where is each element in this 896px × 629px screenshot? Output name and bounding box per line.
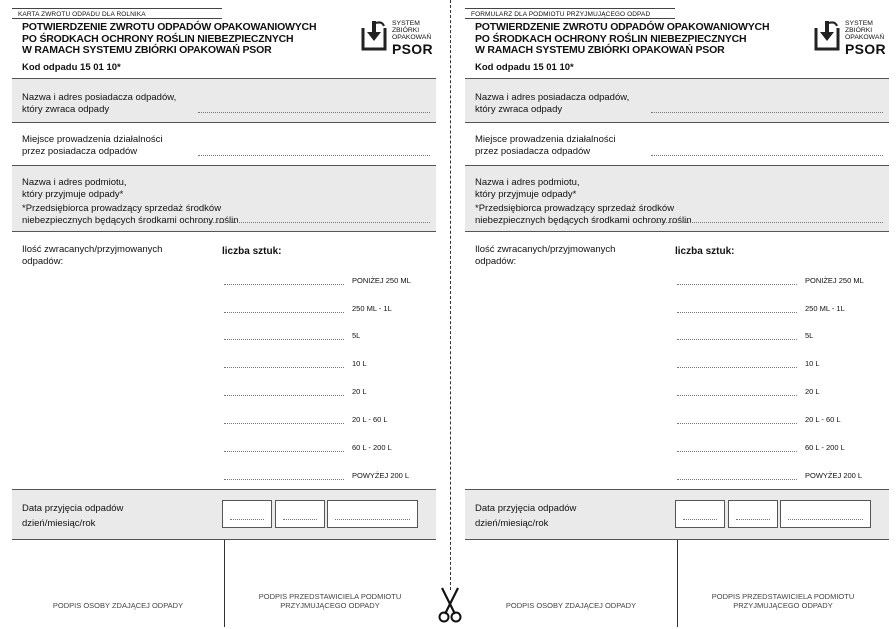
receiver-input[interactable]: [651, 222, 883, 223]
waste-code: Kod odpadu 15 01 10*: [475, 62, 574, 73]
year-field[interactable]: [780, 500, 871, 528]
holder-label: [22, 92, 176, 116]
quantity-label: [475, 244, 615, 268]
size-label: 250 ML - 1L: [352, 304, 392, 313]
date-row: [12, 489, 436, 540]
form-tag: FORMULARZ DLA PODMIOTU PRZYJMUJĄCEGO ODPAD: [465, 8, 675, 19]
quantity-field[interactable]: [224, 423, 344, 424]
quantity-title: liczba sztuk:: [222, 246, 282, 257]
quantity-field[interactable]: [677, 395, 797, 396]
size-label: POWYŻEJ 200 L: [352, 471, 410, 480]
text-line: PO ŚRODKACH OCHRONY ROŚLIN NIEBEZPIECZNYCH: [475, 32, 747, 45]
text-line: który przyjmuje odpady*: [22, 189, 124, 200]
receiver-note: [475, 203, 692, 227]
text-line: Miejsce prowadzenia działalności: [22, 134, 163, 145]
quantity-field[interactable]: [677, 339, 797, 340]
quantity-field[interactable]: [224, 367, 344, 368]
psor-logo: [360, 20, 440, 56]
text-line: Miejsce prowadzenia działalności: [475, 134, 616, 145]
text-line: *Przedsiębiorca prowadzący sprzedaż środków: [475, 203, 675, 214]
text-line: POTWIERDZENIE ZWROTU ODPADÓW OPAKOWANIOWYCH: [475, 21, 770, 33]
cut-line: [450, 0, 451, 590]
place-row: [12, 122, 436, 165]
size-label: PONIŻEJ 250 ML: [352, 276, 411, 285]
text-line: W RAMACH SYSTEMU ZBIÓRKI OPAKOWAŃ PSOR: [22, 44, 272, 56]
scissors-icon: [437, 586, 463, 629]
form-title: [475, 22, 775, 57]
receiver-row: [465, 165, 889, 231]
size-label: 5L: [352, 331, 361, 340]
size-label: 20 L: [352, 387, 367, 396]
quantity-field[interactable]: [224, 312, 344, 313]
text-line: POTWIERDZENIE ZWROTU ODPADÓW OPAKOWANIOWYCH: [22, 21, 317, 33]
text-line: odpadów:: [22, 256, 64, 267]
recycle-box-icon: [360, 20, 388, 52]
text-line: Nazwa i adres posiadacza odpadów,: [22, 92, 177, 103]
text-line: SYSTEM: [845, 20, 873, 27]
text-line: który zwraca odpady: [475, 104, 563, 115]
size-label: 60 L - 200 L: [805, 443, 845, 452]
date-row: [465, 489, 889, 540]
quantity-field[interactable]: [677, 479, 797, 480]
quantity-row: [465, 231, 889, 489]
text-line: Ilość zwracanych/przyjmowanych: [475, 244, 616, 255]
size-label: 250 ML - 1L: [805, 304, 845, 313]
text-line: Ilość zwracanych/przyjmowanych: [22, 244, 163, 255]
quantity-field[interactable]: [677, 284, 797, 285]
size-label: 60 L - 200 L: [352, 443, 392, 452]
quantity-title: liczba sztuk:: [675, 246, 735, 257]
size-label: 20 L - 60 L: [352, 415, 388, 424]
signature-receiver: [224, 592, 436, 610]
date-note: dzień/miesiąc/rok: [22, 518, 96, 529]
signature-divider: [677, 540, 678, 627]
text-line: PRZYJMUJĄCEGO ODPADY: [733, 601, 833, 610]
receiver-note: [22, 203, 239, 227]
text-line: PODPIS PRZEDSTAWICIELA PODMIOTU: [258, 592, 402, 601]
day-field[interactable]: [222, 500, 272, 528]
logo-brand: PSOR: [845, 41, 886, 57]
holder-row: [12, 78, 436, 122]
day-field[interactable]: [675, 500, 725, 528]
month-field[interactable]: [728, 500, 778, 528]
text-line: OPAKOWAŃ: [392, 34, 432, 41]
text-line: przez posiadacza odpadów: [22, 146, 138, 157]
text-line: który przyjmuje odpady*: [475, 189, 577, 200]
waste-code: Kod odpadu 15 01 10*: [22, 62, 121, 73]
year-field[interactable]: [327, 500, 418, 528]
text-line: PODPIS PRZEDSTAWICIELA PODMIOTU: [711, 592, 855, 601]
place-row: [465, 122, 889, 165]
quantity-field[interactable]: [224, 479, 344, 480]
signature-divider: [224, 540, 225, 627]
text-line: PRZYJMUJĄCEGO ODPADY: [280, 601, 380, 610]
logo-brand: PSOR: [392, 41, 433, 57]
quantity-row: [12, 231, 436, 489]
quantity-field[interactable]: [224, 395, 344, 396]
size-label: 10 L: [805, 359, 820, 368]
logo-text: [845, 20, 884, 41]
holder-input[interactable]: [198, 112, 430, 113]
receiver-row: [12, 165, 436, 231]
quantity-field[interactable]: [677, 451, 797, 452]
quantity-label: [22, 244, 162, 268]
signature-receiver: [677, 592, 889, 610]
signature-giver: PODPIS OSOBY ZDAJĄCEJ ODPADY: [52, 601, 184, 610]
size-label: PONIŻEJ 250 ML: [805, 276, 864, 285]
date-label: Data przyjęcia odpadów: [475, 503, 577, 514]
text-line: niebezpiecznych będących środkami ochrony roślin: [475, 215, 692, 226]
form-title: [22, 22, 322, 57]
date-label: Data przyjęcia odpadów: [22, 503, 124, 514]
quantity-field[interactable]: [677, 423, 797, 424]
place-input[interactable]: [651, 155, 883, 156]
farmer-return-card: [12, 0, 436, 627]
text-line: ZBIÓRKI: [845, 27, 873, 34]
recycle-box-icon: [813, 20, 841, 52]
date-note: dzień/miesiąc/rok: [475, 518, 549, 529]
size-label: 20 L - 60 L: [805, 415, 841, 424]
psor-logo: [813, 20, 893, 56]
text-line: OPAKOWAŃ: [845, 34, 885, 41]
quantity-field[interactable]: [677, 367, 797, 368]
text-line: niebezpiecznych będących środkami ochrony roślin: [22, 215, 239, 226]
receiver-label: [22, 177, 127, 201]
holder-input[interactable]: [651, 112, 883, 113]
logo-text: [392, 20, 431, 41]
place-input[interactable]: [198, 155, 430, 156]
signature-giver: PODPIS OSOBY ZDAJĄCEJ ODPADY: [505, 601, 637, 610]
month-field[interactable]: [275, 500, 325, 528]
size-label: POWYŻEJ 200 L: [805, 471, 863, 480]
text-line: odpadów:: [475, 256, 517, 267]
text-line: PO ŚRODKACH OCHRONY ROŚLIN NIEBEZPIECZNYCH: [22, 32, 294, 45]
text-line: który zwraca odpady: [22, 104, 110, 115]
text-line: Nazwa i adres posiadacza odpadów,: [475, 92, 630, 103]
quantity-field[interactable]: [677, 312, 797, 313]
text-line: *Przedsiębiorca prowadzący sprzedaż środków: [22, 203, 222, 214]
text-line: przez posiadacza odpadów: [475, 146, 591, 157]
text-line: Nazwa i adres podmiotu,: [22, 177, 127, 188]
text-line: W RAMACH SYSTEMU ZBIÓRKI OPAKOWAŃ PSOR: [475, 44, 725, 56]
holder-row: [465, 78, 889, 122]
form-tag: KARTA ZWROTU ODPADU DLA ROLNIKA: [12, 8, 222, 19]
text-line: ZBIÓRKI: [392, 27, 420, 34]
text-line: Nazwa i adres podmiotu,: [475, 177, 580, 188]
size-label: 10 L: [352, 359, 367, 368]
place-label: [22, 134, 162, 158]
receiver-input[interactable]: [198, 222, 430, 223]
receiver-form: [465, 0, 889, 627]
quantity-field[interactable]: [224, 451, 344, 452]
quantity-field[interactable]: [224, 339, 344, 340]
text-line: SYSTEM: [392, 20, 420, 27]
quantity-field[interactable]: [224, 284, 344, 285]
receiver-label: [475, 177, 580, 201]
size-label: 20 L: [805, 387, 820, 396]
holder-label: [475, 92, 629, 116]
size-label: 5L: [805, 331, 814, 340]
place-label: [475, 134, 615, 158]
